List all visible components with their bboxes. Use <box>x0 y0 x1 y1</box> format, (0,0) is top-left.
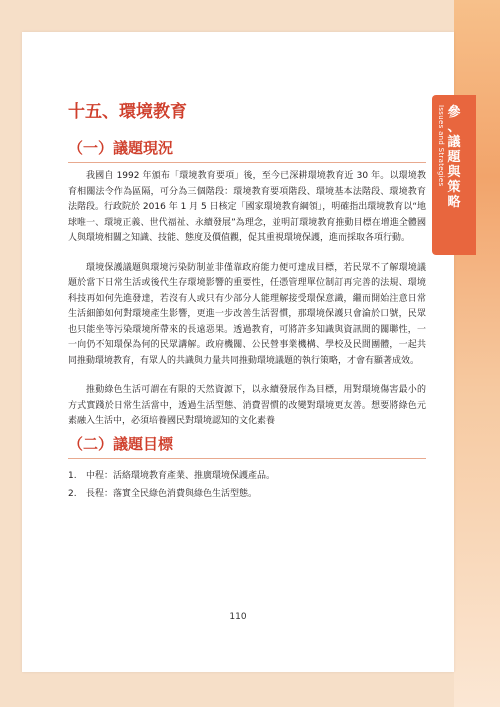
chapter-english-label: Issues and Strategies <box>437 105 445 187</box>
chapter-char: 與 <box>447 165 461 180</box>
chapter-char: 參 <box>447 105 461 120</box>
chapter-char: 、 <box>447 120 461 135</box>
list-item-number: 2. <box>68 488 77 499</box>
page-content <box>68 100 426 503</box>
chapter-char: 略 <box>447 195 461 210</box>
section-title: 十五、環境教育 <box>68 102 187 122</box>
list-item <box>68 485 426 503</box>
list-item-text: 長程：落實全民綠色消費與綠色生活型態。 <box>86 488 258 499</box>
chapter-char: 題 <box>447 150 461 165</box>
subsection-title-goals: （二）議題目標 <box>68 434 174 453</box>
chapter-char: 議 <box>447 135 461 150</box>
list-item-text: 中程：活絡環境教育產業、推廣環境保護產品。 <box>86 470 276 481</box>
list-item-number: 1. <box>68 470 77 481</box>
page-number: 110 <box>229 612 247 622</box>
subsection-divider <box>68 458 426 459</box>
subsection-title-current-status: （一）議題現況 <box>68 139 174 157</box>
list-item <box>68 467 426 485</box>
subsection-divider <box>68 162 426 163</box>
body-paragraph: 推動綠色生活可謂在有限的天然資源下，以永續發展作為目標，用對環境傷害最小的方式實踐於日常生活當中，透過生活型態、消費習慣的改變對環境更友善。想要將綠色元素融入生活中，必須培養國民對環境認知的文化素養 <box>68 385 426 426</box>
chapter-label <box>446 105 462 210</box>
chapter-side-tab[interactable] <box>432 95 476 255</box>
goals-list <box>68 467 426 503</box>
body-paragraph: 我國自 1992 年頒布「環境教育要項」後，至今已深耕環境教育近 30 年。以環境教育相關法令作為區隔，可分為三個階段：環境教育要項階段、環境基本法階段、環境教育法階段。行政院於 2016 年 1 月 5 日核定「國家環境教育綱領」，明確指出環境教育以“地球唯一、環境正義、世代福祉、永續發展”為理念，並明訂環境教育推動目標在增進全體國人與環境相關之知識、技能、態度及價值觀，促其重視環境保護，進而採取各項行動。 <box>68 171 426 243</box>
chapter-char: 策 <box>447 180 461 195</box>
body-paragraph: 環境保護議題與環境污染防制並非僅靠政府能力便可達成目標，若民眾不了解環境議題於當下日常生活或後代生存環境影響的重要性，任憑管理單位制訂再完善的法規、環境科技再如何先進發達，若沒有人或只有少部分人能理解接受環保意識，繼而開始注意日常生活細節如何對環境產生影響，更進一步改善生活習慣，那環境保護只會淪於口號，民眾也只能坐等污染環境所帶來的長遠惡果。透過教育，可將許多知識與資訊間的關聯性，一一向仍不知環保為何的民眾講解。政府機關、公民營事業機構、學校及民間團體，一起共同推動環境教育，有眾人的共識與力量共同推動環境議題的執行策略，才會有顯著成效。 <box>68 262 426 366</box>
